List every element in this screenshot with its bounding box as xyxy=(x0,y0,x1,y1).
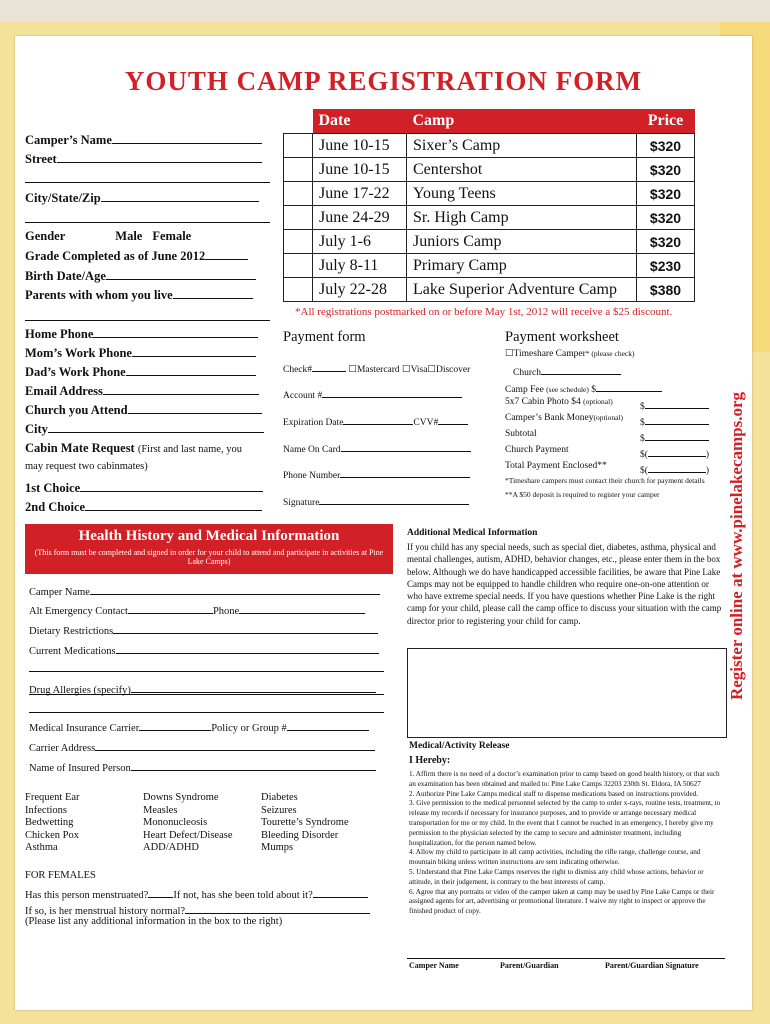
address-line-3[interactable] xyxy=(25,222,270,223)
menstruated-field[interactable] xyxy=(25,886,368,901)
camper-name-field[interactable] xyxy=(25,132,262,148)
camp-select-checkbox[interactable] xyxy=(284,134,313,158)
release-items xyxy=(409,770,721,917)
deposit-footnote: **A $50 deposit is required to register your camper xyxy=(505,490,660,499)
policy-group-label: Policy or Group # xyxy=(211,723,287,734)
birth-date-label: Birth Date/Age xyxy=(25,269,106,283)
subtotal-label: Subtotal xyxy=(505,429,537,439)
drug-allergies-label: Drug Allergies (specify) xyxy=(29,685,131,696)
payment-method-row xyxy=(283,360,470,375)
additional-info-text: If you child has any special needs, such as special diet, diabetes, asthma, physical and mental challenges, autism, ADHD, behavior changes, etc., please enter them in the box below. Although we do have handicapped accessible facilities, be aware that Pine Lake Camps may not be equipped to handle children who require one-on-one attention or who have extreme special needs. If you have questions whether Pine Lake is the right camp for your child, please call the camp office to discuss your situation with the camp director prior to registering your child for camp. xyxy=(407,542,722,626)
camp-name: Lake Superior Adventure Camp xyxy=(407,278,637,302)
timeshare-row xyxy=(505,348,634,359)
camp-name: Primary Camp xyxy=(407,254,637,278)
release-item: 6. Agree that any portraits or video of the camper taken at camp may be used by Pine Lake Camps or their assigned agents for art, advertising or promotional literature. I waive my right to inspect or approve the finished product of copy. xyxy=(409,887,715,916)
cabin-mate-title: Cabin Mate Request xyxy=(25,441,135,455)
camp-fee-label: Camp Fee xyxy=(505,385,544,395)
allergies-line-2[interactable] xyxy=(29,712,384,713)
form-page xyxy=(15,36,752,1010)
worksheet-church-label: Church xyxy=(513,368,541,378)
timeshare-checkbox[interactable]: ☐ xyxy=(505,349,514,359)
camp-price: $320 xyxy=(637,158,695,182)
camp-name: Sixer’s Camp xyxy=(407,134,637,158)
condition-asthma[interactable]: Asthma xyxy=(25,842,58,854)
timeshare-label: Timeshare Camper xyxy=(513,349,586,359)
cabin-mate-note: (First and last name, you xyxy=(137,444,242,455)
health-history-subtitle: (This form must be completed and signed in order for your child to attend and participate in activities at Pine Lake Camps) xyxy=(34,548,384,566)
insured-person-field[interactable] xyxy=(29,759,376,774)
church-payment-label: Church Payment xyxy=(505,445,569,455)
signature-label: Signature xyxy=(283,498,320,508)
bank-money-note: (optional) xyxy=(593,413,624,422)
camp-name: Sr. High Camp xyxy=(407,206,637,230)
camp-select-checkbox[interactable] xyxy=(284,254,313,278)
menstruated-label: Has this person menstruated? xyxy=(25,890,149,901)
first-choice-field[interactable] xyxy=(25,480,263,496)
sig-parent-guardian-signature: Parent/Guardian Signature xyxy=(605,961,699,970)
city-state-zip-label: City/State/Zip xyxy=(25,191,101,205)
release-hereby: I Hereby: xyxy=(409,755,451,766)
release-item: 4. Allow my child to participate in all camp activities, including the rifle range, challenge course, and mountain biking unless written instructions are sent indicating otherwise. xyxy=(409,848,701,867)
email-label: Email Address xyxy=(25,384,103,398)
camp-date: June 24-29 xyxy=(313,206,407,230)
carrier-address-field[interactable] xyxy=(29,739,375,754)
payment-form-title: Payment form xyxy=(283,329,366,345)
camp-row[interactable] xyxy=(284,206,695,230)
dietary-label: Dietary Restrictions xyxy=(29,626,114,637)
bank-money-label: Camper’s Bank Money xyxy=(505,413,594,423)
camp-row[interactable] xyxy=(284,230,695,254)
mom-phone-field[interactable] xyxy=(25,345,256,361)
condition-measles[interactable]: Measles xyxy=(143,804,178,816)
conditions-col-3[interactable] xyxy=(261,792,349,855)
condition-mono[interactable]: Mononucleosis xyxy=(143,817,208,829)
medications-line-2[interactable] xyxy=(29,671,384,672)
females-heading: FOR FEMALES xyxy=(25,870,96,881)
camp-select-checkbox[interactable] xyxy=(284,182,313,206)
health-camper-name-field[interactable] xyxy=(29,583,380,598)
mastercard-label: Mastercard xyxy=(356,365,400,375)
first-choice-label: 1st Choice xyxy=(25,481,81,495)
release-item: 1. Affirm there is no need of a doctor’s examination prior to camp based on good health history, or that such an examination has been obtained and mailed to: Pine Lake Camps 32203 230th St. Eldora, IA 50627 xyxy=(409,770,720,788)
camp-row[interactable] xyxy=(284,158,695,182)
insurance-carrier-field[interactable] xyxy=(29,719,369,734)
church-payment-amount[interactable]: $( ) xyxy=(640,445,709,460)
form-title: YOUTH CAMP REGISTRATION FORM xyxy=(124,66,643,96)
gender-female[interactable]: Female xyxy=(152,229,192,243)
condition-tourettes[interactable]: Tourette’s Syndrome xyxy=(261,817,349,829)
signature-field[interactable] xyxy=(283,493,469,508)
gender-male[interactable]: Male xyxy=(115,229,143,243)
camp-date: July 1-6 xyxy=(313,230,407,254)
birth-date-field[interactable] xyxy=(25,268,256,284)
discover-label: Discover xyxy=(435,365,471,375)
camp-date: June 17-22 xyxy=(313,182,407,206)
camp-select-checkbox[interactable] xyxy=(284,206,313,230)
bank-money-row xyxy=(505,413,623,423)
health-history-header xyxy=(25,524,393,574)
parents-field[interactable] xyxy=(25,287,253,303)
street-line-2[interactable] xyxy=(25,182,270,183)
home-phone-label: Home Phone xyxy=(25,327,94,341)
drug-allergies-field[interactable] xyxy=(29,681,376,696)
camp-schedule-table xyxy=(283,109,695,302)
condition-downs[interactable]: Downs Syndrome xyxy=(143,792,219,803)
phone-number-field[interactable] xyxy=(283,466,470,481)
camp-name: Young Teens xyxy=(407,182,637,206)
total-payment-label: Total Payment Enclosed** xyxy=(505,461,607,471)
worksheet-title: Payment worksheet xyxy=(505,329,619,345)
dad-phone-label: Dad’s Work Phone xyxy=(25,365,126,379)
mom-phone-label: Mom’s Work Phone xyxy=(25,346,132,360)
camp-price: $320 xyxy=(637,134,695,158)
timeshare-note: * (please check) xyxy=(585,349,635,358)
camp-price: $320 xyxy=(637,230,695,254)
city-field[interactable] xyxy=(25,421,264,437)
dietary-field[interactable] xyxy=(29,622,378,637)
signature-line[interactable] xyxy=(407,958,725,959)
subtotal-amount[interactable]: $ xyxy=(640,429,709,444)
header-camp: Camp xyxy=(407,109,637,134)
name-on-card-label: Name On Card xyxy=(283,445,341,455)
condition-add[interactable]: ADD/ADHD xyxy=(143,842,199,854)
home-phone-field[interactable] xyxy=(25,326,258,342)
account-field[interactable] xyxy=(283,386,462,401)
condition-mumps[interactable]: Mumps xyxy=(261,842,294,854)
alt-emergency-field[interactable] xyxy=(29,602,365,617)
sig-camper-name: Camper Name xyxy=(409,961,459,970)
gender-field xyxy=(25,229,191,244)
gender-label: Gender xyxy=(25,229,66,243)
cabin-mate-note-2: may request two cabinmates) xyxy=(25,461,148,472)
camp-name: Juniors Camp xyxy=(407,230,637,254)
street-field[interactable] xyxy=(25,151,262,167)
camp-table-header xyxy=(284,109,695,134)
condition-seizures[interactable]: Seizures xyxy=(261,804,297,816)
camp-date: June 10-15 xyxy=(313,158,407,182)
release-item: 5. Understand that Pine Lake Camps reserves the right to dismiss any child whose actions, behavior or attitude, in their judgement, is contrary to the best interests of camp. xyxy=(409,867,704,886)
cabin-photo-amount[interactable]: $ xyxy=(640,397,709,412)
name-on-card-field[interactable] xyxy=(283,440,471,455)
medications-field[interactable] xyxy=(29,642,379,657)
camp-date: July 22-28 xyxy=(313,278,407,302)
alt-phone-label: Phone xyxy=(212,606,240,617)
additional-info-box[interactable] xyxy=(407,648,727,738)
camper-name-label: Camper’s Name xyxy=(25,133,112,147)
menstrual-history-label: If so, is her menstrual history normal? xyxy=(25,906,186,917)
camp-date: July 8-11 xyxy=(313,254,407,278)
release-item: 3. Give permission to the medical personnel selected by the camp to order x-rays, routine tests, treatment, to release my records if necessary for insurance purposes, and to provide or arrange necessary medical transportation for me or my child. In the event that I cannot be reached in an emergency, I hereby give my permission to the physician selected by the camp to secure and administer treatment, including hospitalization, for the person named below. xyxy=(409,799,721,847)
discover-checkbox[interactable]: ☐ xyxy=(427,365,436,375)
cabin-mate-label xyxy=(25,441,242,456)
camp-fee-field[interactable]: Camp Fee (see schedule) $ xyxy=(505,380,662,395)
parents-label: Parents with whom you live xyxy=(25,288,173,302)
city-state-zip-field[interactable] xyxy=(25,190,259,206)
told-about-label: If not, has she been told about it? xyxy=(173,890,313,901)
side-banner xyxy=(727,366,747,726)
header-price: Price xyxy=(637,109,695,134)
release-title: Medical/Activity Release xyxy=(409,741,510,751)
insured-person-label: Name of Insured Person xyxy=(29,763,131,774)
camp-row[interactable] xyxy=(284,134,695,158)
worksheet-church-field[interactable] xyxy=(513,363,621,378)
cabin-photo-note: (optional) xyxy=(583,397,613,406)
insurance-carrier-label: Medical Insurance Carrier xyxy=(29,723,140,734)
conditions-col-2[interactable] xyxy=(143,792,233,855)
menstrual-history-field[interactable] xyxy=(25,902,370,917)
camp-select-checkbox[interactable] xyxy=(284,230,313,254)
medications-label: Current Medications xyxy=(29,646,116,657)
discount-note: *All registrations postmarked on or before May 1st, 2012 will receive a $25 discount. xyxy=(295,306,673,318)
email-field[interactable] xyxy=(25,383,259,399)
camp-row[interactable] xyxy=(284,182,695,206)
condition-frequent-ear[interactable]: Frequent Ear xyxy=(25,792,80,803)
second-choice-label: 2nd Choice xyxy=(25,500,86,514)
condition-bedwetting[interactable]: Bedwetting xyxy=(25,817,74,829)
phone-number-label: Phone Number xyxy=(283,471,341,481)
grade-label: Grade Completed as of June 2012 xyxy=(25,249,206,263)
camp-price: $230 xyxy=(637,254,695,278)
visa-checkbox[interactable]: ☐ xyxy=(402,365,411,375)
account-label: Account # xyxy=(283,391,323,401)
timeshare-footnote: *Timeshare campers must contact their church for payment details xyxy=(505,476,705,485)
additional-info-title: Additional Medical Information xyxy=(407,528,538,538)
expiration-label: Expiration Date xyxy=(283,418,344,428)
camp-price: $320 xyxy=(637,182,695,206)
grade-field[interactable] xyxy=(25,248,248,264)
condition-heart[interactable]: Heart Defect/Disease xyxy=(143,829,233,841)
conditions-col-1[interactable] xyxy=(25,792,80,855)
camp-row[interactable] xyxy=(284,254,695,278)
health-camper-name-label: Camper Name xyxy=(29,587,90,598)
expiration-field[interactable] xyxy=(283,413,468,428)
bank-money-amount[interactable]: $ xyxy=(640,413,709,428)
camp-select-checkbox[interactable] xyxy=(284,278,313,302)
visa-label: Visa xyxy=(410,365,428,375)
condition-chicken-pox[interactable]: Chicken Pox xyxy=(25,829,79,841)
check-number-field[interactable] xyxy=(312,360,346,372)
camp-fee-note: (see schedule) xyxy=(546,385,589,394)
city-label: City xyxy=(25,422,48,436)
condition-diabetes[interactable]: Diabetes xyxy=(261,792,298,803)
health-history-title: Health History and Medical Information xyxy=(78,528,340,544)
church-label: Church you Attend xyxy=(25,403,128,417)
additional-info-note: (Please list any additional information in the box to the right) xyxy=(25,916,283,927)
camp-price: $380 xyxy=(637,278,695,302)
dad-phone-field[interactable] xyxy=(25,364,256,380)
mastercard-checkbox[interactable]: ☐ xyxy=(348,365,357,375)
cabin-photo-label: 5x7 Cabin Photo $4 xyxy=(505,397,581,407)
condition-bleeding[interactable]: Bleeding Disorder xyxy=(261,829,339,841)
camp-name: Centershot xyxy=(407,158,637,182)
cvv-label: CVV# xyxy=(413,418,439,428)
sig-parent-guardian: Parent/Guardian xyxy=(500,961,559,970)
release-item: 2. Authorize Pine Lake Camps medical staff to dispense medications based on instructions provided. xyxy=(409,789,699,798)
carrier-address-label: Carrier Address xyxy=(29,743,96,754)
camp-row[interactable] xyxy=(284,278,695,302)
camp-date: June 10-15 xyxy=(313,134,407,158)
parents-line-2[interactable] xyxy=(25,320,270,321)
header-date: Date xyxy=(313,109,407,134)
camp-select-checkbox[interactable] xyxy=(284,158,313,182)
alt-emergency-label: Alt Emergency Contact xyxy=(29,606,128,617)
camp-price: $320 xyxy=(637,206,695,230)
second-choice-field[interactable] xyxy=(25,499,262,515)
condition-infections[interactable]: Infections xyxy=(25,804,67,816)
cabin-photo-row xyxy=(505,397,613,407)
total-payment-amount[interactable]: $( ) xyxy=(640,461,709,476)
side-banner-text: Register online at www.pinelakecamps.org xyxy=(727,391,746,701)
street-label: Street xyxy=(25,152,57,166)
check-label: Check# xyxy=(283,365,313,375)
church-field[interactable] xyxy=(25,402,262,418)
